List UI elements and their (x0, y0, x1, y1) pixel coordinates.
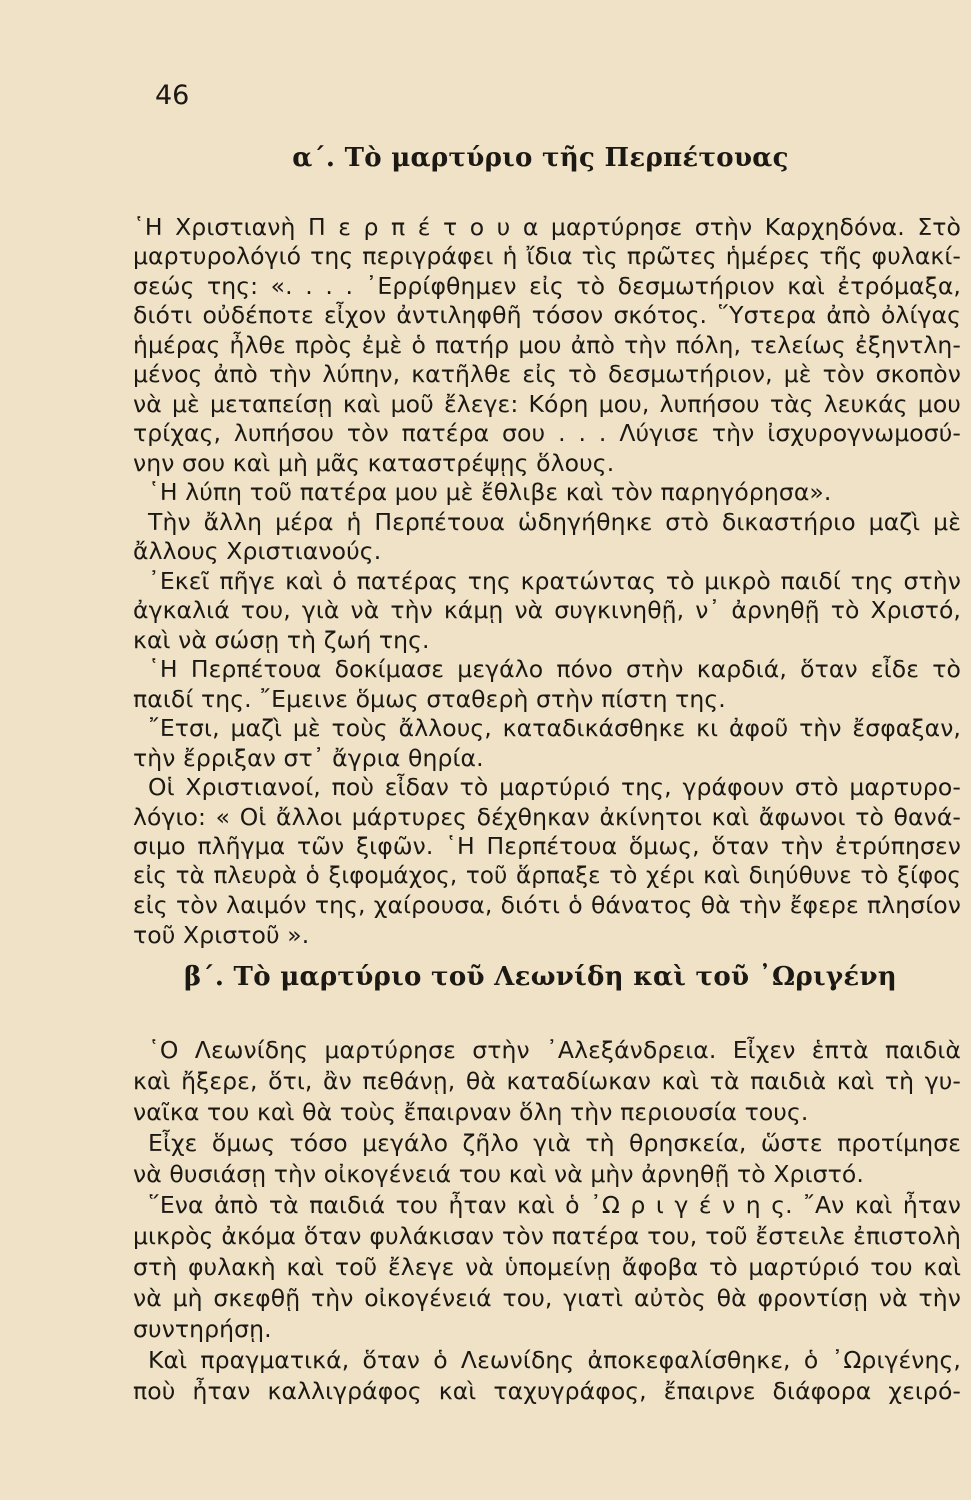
text-line: τὴν ἔρριξαν στ᾿ ἄγρια θηρία. (133, 744, 484, 772)
text-line: ῾Η Χριστιανὴ Π ε ρ π έ τ ο υ α μαρτύρησε στὴν Καρχηδόνα. Στὸ (133, 213, 961, 241)
text-line: συντηρήσῃ. (133, 1315, 272, 1343)
text-line: λόγιο: « Οἱ ἄλλοι μάρτυρες δέχθηκαν ἀκίνητοι καὶ ἄφωνοι τὸ θανά- (133, 803, 961, 831)
section-heading-perpetua: α΄. Τὸ μαρτύριο τῆς Περπέτουας (292, 143, 789, 173)
text-line: νην σου καὶ μὴ μᾶς καταστρέψῃς ὅλους. (133, 449, 615, 477)
section-heading-leonides-origen: β΄. Τὸ μαρτύριο τοῦ Λεωνίδη καὶ τοῦ ᾿Ωριγένη (183, 962, 897, 992)
text-line: καὶ ἤξερε, ὅτι, ἂν πεθάνῃ, θὰ καταδίωκαν καὶ τὰ παιδιὰ καὶ τὴ γυ- (133, 1067, 961, 1095)
text-line: τοῦ Χριστοῦ ». (133, 921, 310, 949)
text-line: νὰ μὴ σκεφθῇ τὴν οἰκογένειά του, γιατὶ αὐτὸς θὰ φροντίσῃ νὰ τὴν (133, 1284, 961, 1312)
text-line: νὰ μὲ μεταπείσῃ καὶ μοῦ ἔλεγε: Κόρη μου, λυπήσου τὰς λευκάς μου (133, 390, 961, 418)
text-line: μαρτυρολόγιό της περιγράφει ἡ ἴδια τὶς πρῶτες ἡμέρες τῆς φυλακί- (133, 242, 961, 270)
text-line: ῾Η λύπη τοῦ πατέρα μου μὲ ἔθλιβε καὶ τὸν παρηγόρησα». (148, 478, 832, 506)
text-line: διότι οὐδέποτε εἶχον ἀντιληφθῆ τόσον σκότος. ῞Υστερα ἀπὸ ὀλίγας (133, 301, 961, 329)
text-line: Τὴν ἄλλη μέρα ἡ Περπέτουα ὡδηγήθηκε στὸ δικαστήριο μαζὶ μὲ (148, 508, 961, 536)
page-number: 46 (155, 80, 190, 111)
text-line: ποὺ ἦταν καλλιγράφος καὶ ταχυγράφος, ἔπαιρνε διάφορα χειρό- (133, 1377, 961, 1405)
text-line: ἄλλους Χριστιανούς. (133, 537, 382, 565)
text-line: ᾿Εκεῖ πῆγε καὶ ὁ πατέρας της κρατώντας τὸ μικρὸ παιδί της στὴν (148, 567, 961, 595)
text-line: σιμο πλῆγμα τῶν ξιφῶν. ῾Η Περπέτουα ὅμως, ὅταν τὴν ἐτρύπησεν (133, 832, 961, 860)
text-line: ῎Ετσι, μαζὶ μὲ τοὺς ἄλλους, καταδικάσθηκε κι ἀφοῦ τὴν ἔσφαξαν, (148, 714, 961, 742)
text-line: ἡμέρας ἦλθε πρὸς ἐμὲ ὁ πατήρ μου ἀπὸ τὴν πόλη, τελείως ἐξηντλη- (133, 331, 961, 359)
text-line: νὰ θυσιάσῃ τὴν οἰκογένειά του καὶ νὰ μὴν ἀρνηθῇ τὸ Χριστό. (133, 1160, 864, 1188)
text-line: ῞Ενα ἀπὸ τὰ παιδιά του ἦταν καὶ ὁ ᾿Ω ρ ι γ έ ν η ς. ῎Αν καὶ ἦταν (148, 1191, 961, 1219)
text-line: Εἶχε ὅμως τόσο μεγάλο ζῆλο γιὰ τὴ θρησκεία, ὥστε προτίμησε (148, 1129, 961, 1157)
text-line: ῾Η Περπέτουα δοκίμασε μεγάλο πόνο στὴν καρδιά, ὅταν εἶδε τὸ (148, 655, 961, 683)
text-line: παιδί της. ῎Εμεινε ὅμως σταθερὴ στὴν πίστη της. (133, 685, 726, 713)
text-line: ῾Ο Λεωνίδης μαρτύρησε στὴν ᾿Αλεξάνδρεια. Εἶχεν ἑπτὰ παιδιὰ (148, 1036, 961, 1064)
text-line: τρίχας, λυπήσου τὸν πατέρα σου . . . Λύγισε τὴν ἰσχυρογνωμοσύ- (133, 419, 961, 447)
text-line: εἰς τὸν λαιμόν της, χαίρουσα, διότι ὁ θάνατος θὰ τὴν ἔφερε πλησίον (133, 891, 961, 919)
text-line: καὶ νὰ σώσῃ τὴ ζωή της. (133, 626, 430, 654)
text-line: Καὶ πραγματικά, ὅταν ὁ Λεωνίδης ἀποκεφαλίσθηκε, ὁ ᾿Ωριγένης, (148, 1346, 961, 1374)
text-line: μικρὸς ἀκόμα ὅταν φυλάκισαν τὸν πατέρα του, τοῦ ἔστειλε ἐπιστολὴ (133, 1222, 961, 1250)
text-line: ναῖκα του καὶ θὰ τοὺς ἔπαιρναν ὅλη τὴν περιουσία τους. (133, 1098, 809, 1126)
text-line: μένος ἀπὸ τὴν λύπην, κατῆλθε εἰς τὸ δεσμωτήριον, μὲ τὸν σκοπὸν (133, 360, 961, 388)
text-line: ἀγκαλιά του, γιὰ νὰ τὴν κάμῃ νὰ συγκινηθῇ, ν᾿ ἀρνηθῇ τὸ Χριστό, (133, 596, 961, 624)
text-line: εἰς τὰ πλευρὰ ὁ ξιφομάχος, τοῦ ἅρπαξε τὸ χέρι καὶ διηύθυνε τὸ ξίφος (133, 863, 961, 889)
text-line: Οἱ Χριστιανοί, ποὺ εἶδαν τὸ μαρτύριό της, γράφουν στὸ μαρτυρο- (148, 773, 961, 801)
text-line: σεώς της: «. . . . ᾿Ερρίφθημεν εἰς τὸ δεσμωτήριον καὶ ἐτρόμαξα, (133, 272, 961, 300)
text-line: στὴ φυλακὴ καὶ τοῦ ἔλεγε νὰ ὑπομείνῃ ἄφοβα τὸ μαρτύριό του καὶ (133, 1253, 961, 1281)
